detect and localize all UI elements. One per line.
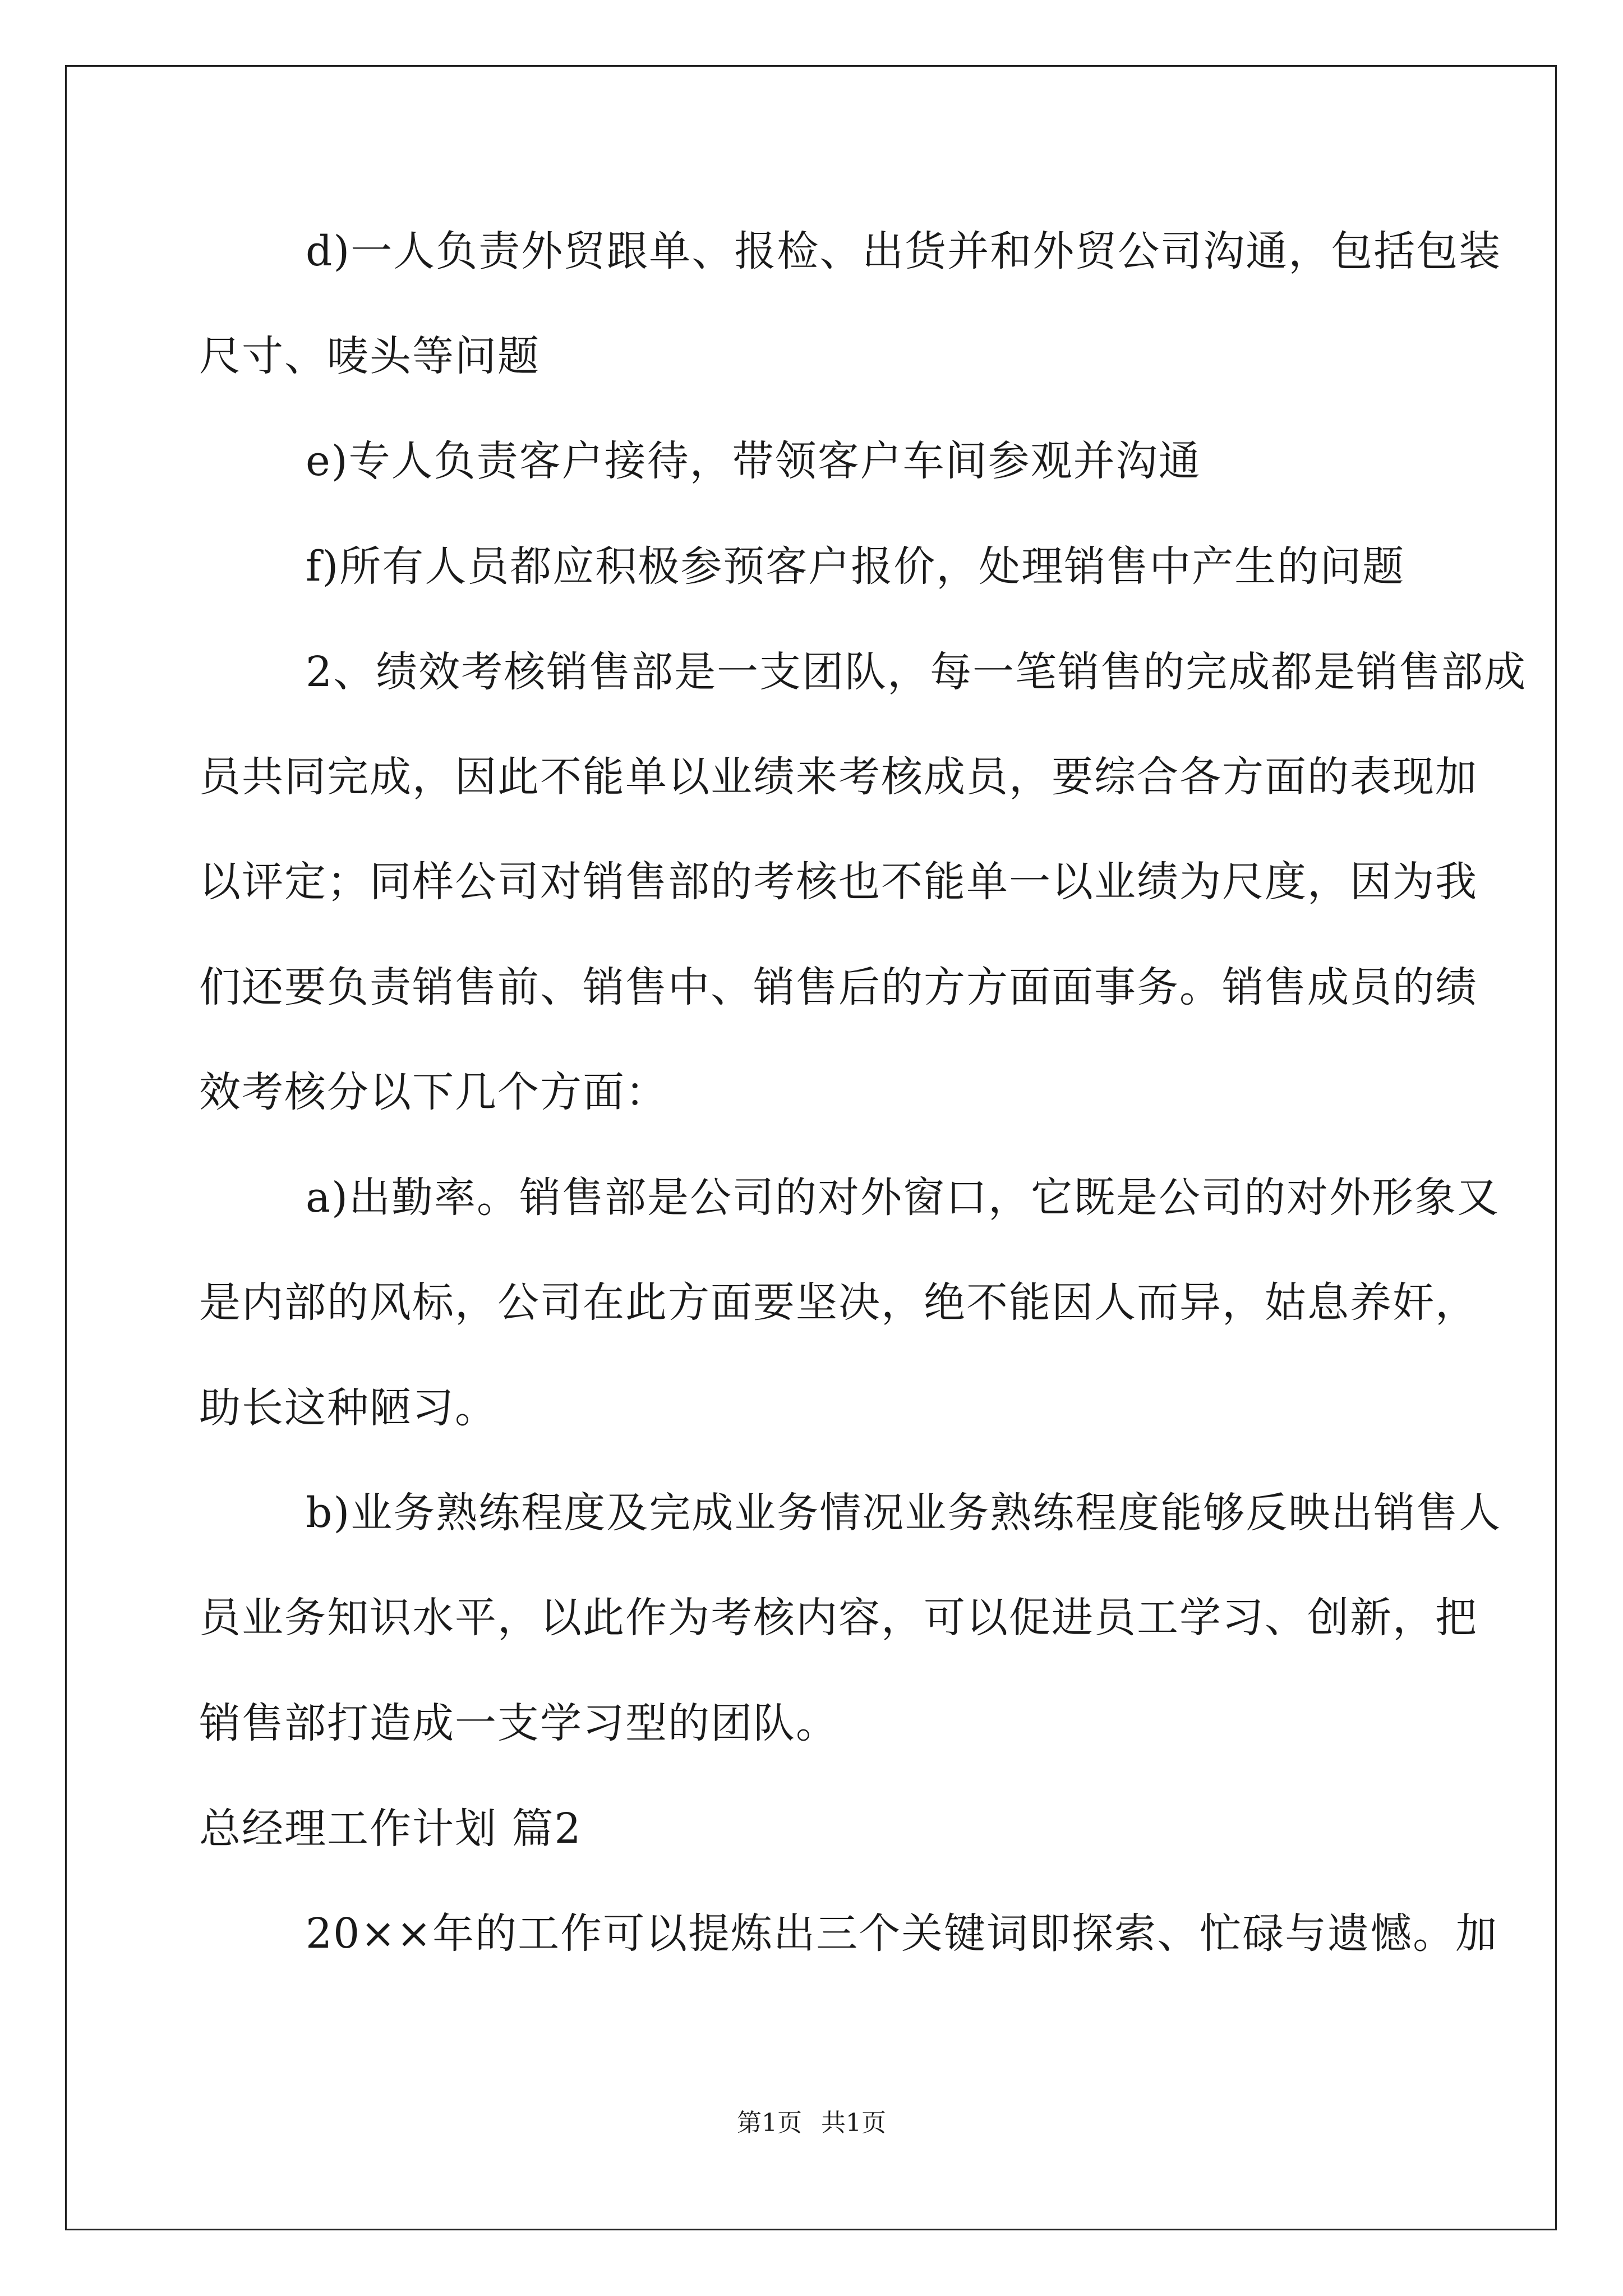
paragraph-line: 们还要负责销售前、销售中、销售后的方方面面事务。销售成员的绩 bbox=[199, 963, 1478, 1011]
paragraph-line: 销售部打造成一支学习型的团队。 bbox=[199, 1699, 838, 1747]
paragraph-line: 效考核分以下几个方面： bbox=[199, 1068, 668, 1116]
paragraph-line: 是内部的风标，公司在此方面要坚决，绝不能因人而异，姑息养奸， bbox=[199, 1278, 1478, 1327]
page-footer bbox=[0, 2106, 1623, 2140]
paragraph-line: 2、绩效考核销售部是一支团队，每一笔销售的完成都是销售部成 bbox=[306, 648, 1527, 696]
paragraph-line: a)出勤率。销售部是公司的对外窗口，它既是公司的对外形象又 bbox=[306, 1174, 1500, 1222]
paragraph-line: d)一人负责外贸跟单、报检、出货并和外贸公司沟通，包括包装 bbox=[306, 227, 1502, 275]
paragraph-line: 以评定；同样公司对销售部的考核也不能单一以业绩为尺度，因为我 bbox=[199, 858, 1478, 906]
paragraph-line: 20××年的工作可以提炼出三个关键词即探索、忙碌与遗憾。加 bbox=[306, 1910, 1498, 1958]
paragraph-line: 助长这种陋习。 bbox=[199, 1384, 497, 1432]
paragraph-line: f)所有人员都应积极参预客户报价，处理销售中产生的问题 bbox=[306, 542, 1405, 591]
section-heading: 总经理工作计划 篇2 bbox=[199, 1805, 582, 1853]
paragraph-line: b)业务熟练程度及完成业务情况业务熟练程度能够反映出销售人 bbox=[306, 1489, 1502, 1537]
page-total: 共1页 bbox=[821, 2109, 886, 2137]
paragraph-line: 尺寸、唛头等问题 bbox=[199, 332, 540, 380]
page-number: 第1页 bbox=[737, 2109, 802, 2137]
paragraph-line: 员共同完成，因此不能单以业绩来考核成员，要综合各方面的表现加 bbox=[199, 753, 1478, 801]
paragraph-line: e)专人负责客户接待，带领客户车间参观并沟通 bbox=[306, 437, 1201, 485]
paragraph-line: 员业务知识水平，以此作为考核内容，可以促进员工学习、创新，把 bbox=[199, 1594, 1478, 1642]
